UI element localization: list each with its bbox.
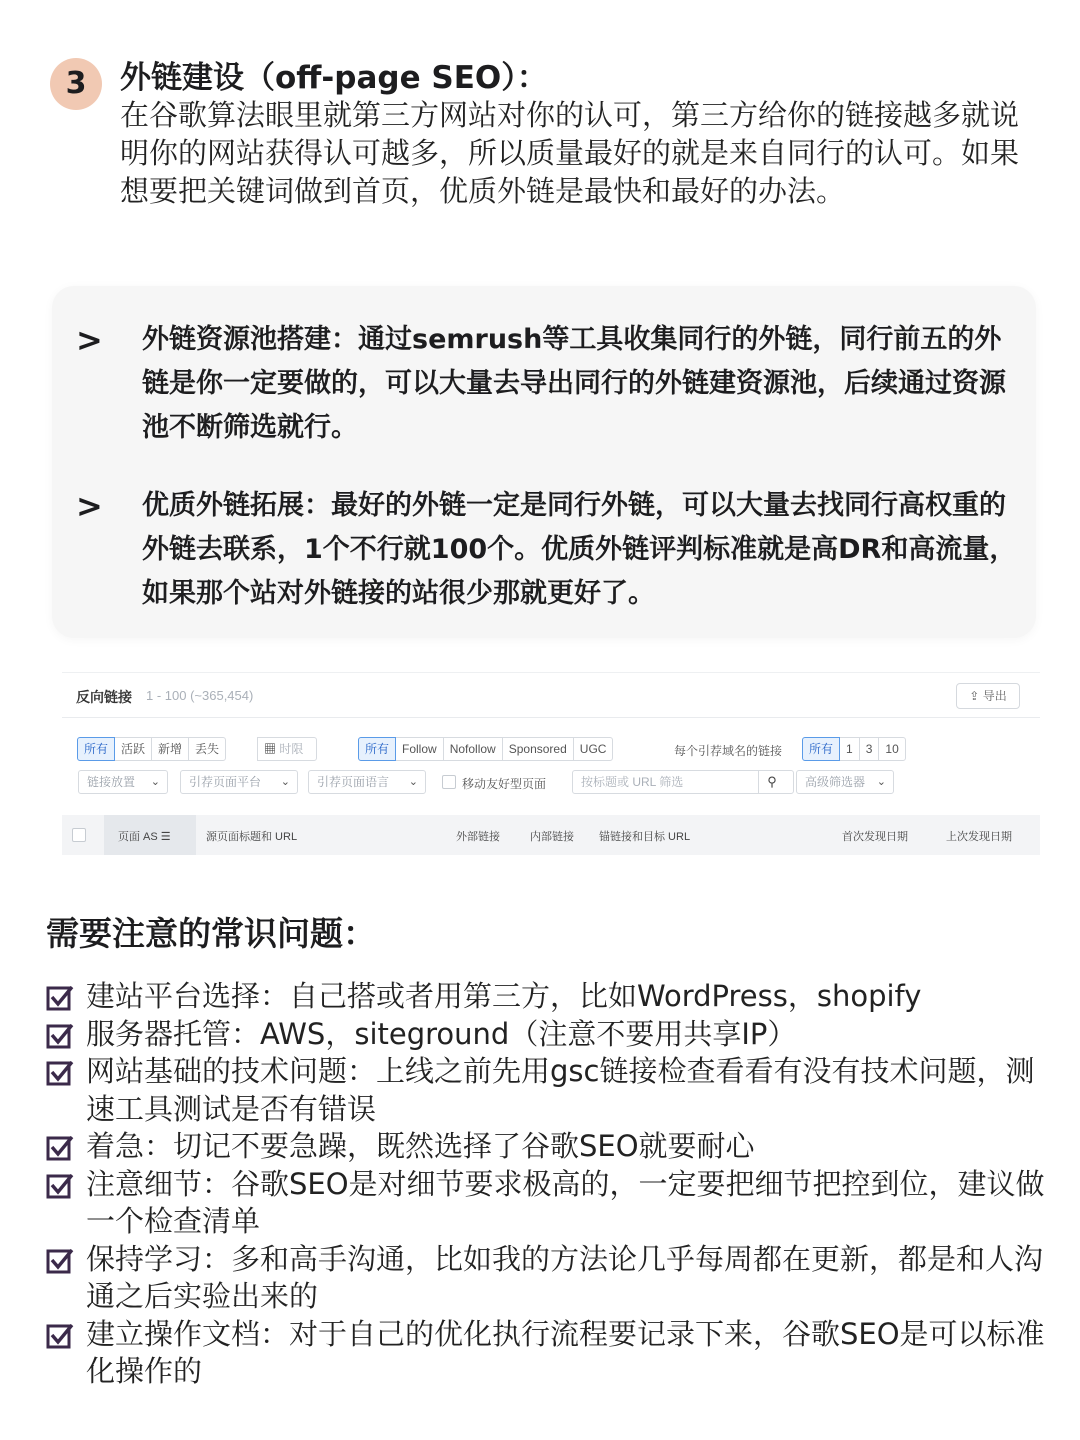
list-item xyxy=(46,1166,1046,1241)
checkbox-checked-icon xyxy=(46,984,74,1012)
column-internal[interactable]: 内部链接 xyxy=(530,831,574,843)
mobile-friendly-checkbox[interactable] xyxy=(442,775,456,789)
list-item xyxy=(46,978,1046,1016)
column-external[interactable]: 外部链接 xyxy=(456,831,500,843)
note-text: 网站基础的技术问题：上线之前先用gsc链接检查看看有没有技术问题，测速工具测试是否有错误 xyxy=(86,1054,1035,1126)
referring-language-dropdown[interactable] xyxy=(308,770,426,794)
dropdown-label: 高级筛选器 xyxy=(805,775,866,789)
time-label: 时限 xyxy=(279,742,304,756)
dropdown-label: 链接放置 xyxy=(87,775,136,789)
notes-list xyxy=(46,978,1046,1391)
column-last-seen[interactable]: 上次发现日期 xyxy=(946,831,1012,843)
per-domain-10[interactable]: 10 xyxy=(878,737,905,761)
chevron-down-icon: ⌄ xyxy=(280,776,290,788)
link-filter-ugc[interactable]: UGC xyxy=(573,737,614,761)
column-anchor[interactable]: 锚链接和目标 URL xyxy=(599,831,691,843)
checkbox-checked-icon xyxy=(46,1134,74,1162)
table-header xyxy=(62,815,1040,855)
backlinks-count: 1 - 100 (~365,454) xyxy=(146,688,254,703)
link-filter-all[interactable]: 所有 xyxy=(358,737,396,761)
section-title: 外链建设（off-page SEO）： xyxy=(120,60,548,96)
tip-text: 外链资源池搭建：通过semrush等工具收集同行的外链，同行前五的外链是你一定要做的，可以大量去导出同行的外链建资源池，后续通过资源池不断筛选就行。 xyxy=(142,324,1006,443)
backlinks-title: 反向链接 xyxy=(76,689,132,705)
filter-all[interactable]: 所有 xyxy=(77,737,115,761)
search-placeholder: 按标题或 URL 筛选 xyxy=(581,775,684,789)
sort-icon: ☰ xyxy=(160,831,171,843)
checkbox-checked-icon xyxy=(46,1247,74,1275)
filter-new[interactable]: 新增 xyxy=(151,737,189,761)
note-text: 建立操作文档：对于自己的优化执行流程要记录下来，谷歌SEO是可以标准化操作的 xyxy=(86,1316,1045,1388)
per-domain-1[interactable]: 1 xyxy=(839,737,860,761)
filter-active[interactable]: 活跃 xyxy=(114,737,152,761)
link-filter-follow[interactable]: Follow xyxy=(395,737,444,761)
checkbox-checked-icon xyxy=(46,1059,74,1087)
upload-icon: ⇪ xyxy=(969,689,980,703)
section-number-badge: 3 xyxy=(50,58,102,110)
select-all-checkbox[interactable] xyxy=(72,828,86,842)
link-filter-sponsored[interactable]: Sponsored xyxy=(502,737,574,761)
section-body: 在谷歌算法眼里就第三方网站对你的认可，第三方给你的链接越多就说明你的网站获得认可越多，所以质量最好的就是来自同行的认可。如果想要把关键词做到首页，优质外链是最快和最好的办法。 xyxy=(120,98,1020,208)
calendar-icon: ▦ xyxy=(264,742,277,756)
column-label: 页面 AS xyxy=(118,831,158,843)
column-first-seen[interactable]: 首次发现日期 xyxy=(842,831,908,843)
backlinks-screenshot xyxy=(62,672,1040,859)
dropdown-label: 引荐页面语言 xyxy=(317,775,390,789)
search-icon[interactable]: ⚲ xyxy=(758,770,785,794)
list-item xyxy=(46,1241,1046,1316)
column-source[interactable]: 源页面标题和 URL xyxy=(206,831,298,843)
note-text: 保持学习：多和高手沟通，比如我的方法论几乎每周都在更新，都是和人沟通之后实验出来的 xyxy=(86,1241,1044,1313)
tips-card xyxy=(52,286,1036,638)
link-filter-nofollow[interactable]: Nofollow xyxy=(443,737,503,761)
per-domain-filter-group xyxy=(803,737,906,761)
list-item xyxy=(46,1316,1046,1391)
filter-lost[interactable]: 丢失 xyxy=(188,737,226,761)
chevron-right-icon: > xyxy=(76,321,103,359)
export-label: 导出 xyxy=(982,689,1007,703)
export-button[interactable] xyxy=(956,683,1020,709)
chevron-right-icon: > xyxy=(76,487,103,525)
type-filter-group xyxy=(78,737,226,761)
chevron-down-icon: ⌄ xyxy=(408,776,418,788)
chevron-down-icon: ⌄ xyxy=(876,776,886,788)
tip-text: 优质外链拓展：最好的外链一定是同行外链，可以大量去找同行高权重的外链去联系，1个不行就100个。优质外链评判标准就是高DR和高流量，如果那个站对外链接的站很少那就更好了。 xyxy=(142,490,1017,609)
chevron-down-icon: ⌄ xyxy=(150,776,160,788)
checkbox-checked-icon xyxy=(46,1322,74,1350)
column-page-as[interactable] xyxy=(118,828,171,844)
note-text: 注意细节：谷歌SEO是对细节要求极高的，一定要把细节把控到位，建议做一个检查清单 xyxy=(86,1166,1045,1238)
time-filter[interactable] xyxy=(258,737,317,761)
list-item xyxy=(46,1016,1046,1054)
checkbox-checked-icon xyxy=(46,1022,74,1050)
link-placement-dropdown[interactable] xyxy=(78,770,168,794)
mobile-friendly-label: 移动友好型页面 xyxy=(462,777,547,791)
note-text: 着急：切记不要急躁，既然选择了谷歌SEO就要耐心 xyxy=(86,1129,755,1163)
per-domain-3[interactable]: 3 xyxy=(859,737,880,761)
link-type-filter-group xyxy=(359,737,613,761)
advanced-filter-dropdown[interactable] xyxy=(796,770,894,794)
notes-title: 需要注意的常识问题： xyxy=(46,914,376,953)
note-text: 建站平台选择：自己搭或者用第三方，比如WordPress，shopify xyxy=(86,979,922,1013)
per-domain-all[interactable]: 所有 xyxy=(802,737,840,761)
per-domain-label: 每个引荐域名的链接 xyxy=(674,744,783,758)
dropdown-label: 引荐页面平台 xyxy=(189,775,262,789)
checkbox-checked-icon xyxy=(46,1172,74,1200)
divider xyxy=(62,717,1040,718)
list-item xyxy=(46,1053,1046,1128)
note-text: 服务器托管：AWS，siteground（注意不要用共享IP） xyxy=(86,1016,797,1051)
referring-platform-dropdown[interactable] xyxy=(180,770,298,794)
time-filter-button[interactable] xyxy=(257,737,317,761)
list-item xyxy=(46,1128,1046,1166)
